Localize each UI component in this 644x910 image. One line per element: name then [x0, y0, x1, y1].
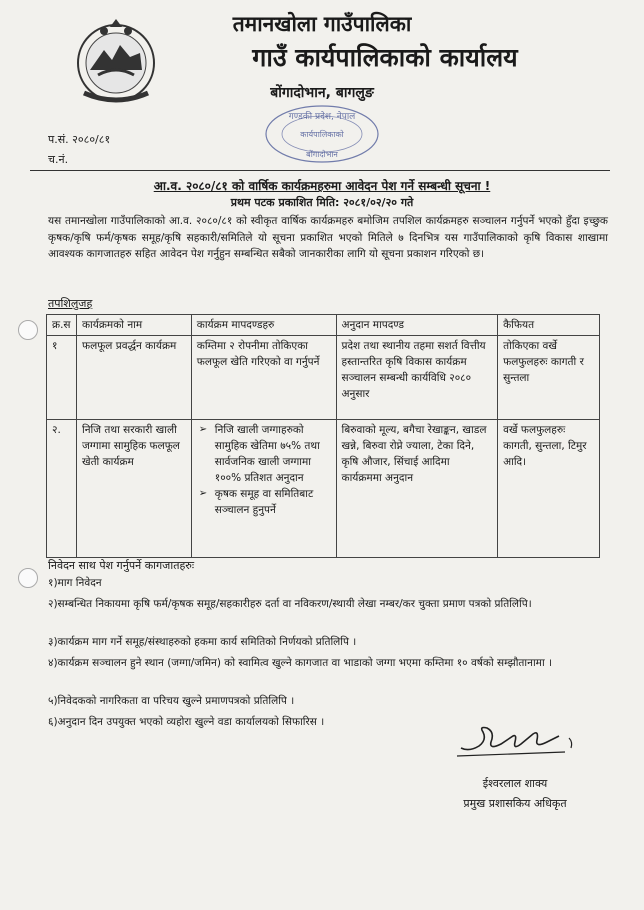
- publish-date: प्रथम पटक प्रकाशित मिति: २०८१/०२/२० गते: [230, 196, 414, 209]
- program-name-cell: फलफूल प्रवर्द्धन कार्यक्रम: [76, 336, 191, 420]
- documents-title: निवेदन साथ पेश गर्नुपर्ने कागजातहरुः: [48, 559, 195, 572]
- remarks-cell: वर्खे फलफुलहरुः कागती, सुन्तला, टिमुर आदि।: [498, 420, 600, 558]
- criteria-bullet: ➢ निजि खाली जग्गाहरुको सामुहिक खेतिमा ७५% तथा सार्वजनिक खाली जग्गामा १००% प्रतिशत अनुदान: [215, 422, 331, 486]
- svg-text:गण्डकी प्रदेश, नेपाल: गण्डकी प्रदेश, नेपाल: [288, 112, 356, 122]
- column-header: क्र.स: [47, 315, 77, 336]
- column-header: कैफियत: [498, 315, 600, 336]
- grant-cell: प्रदेश तथा स्थानीय तहमा सशर्त वित्तीय हस्तान्तरित कृषि विकास कार्यक्रम सञ्चालन सम्बन्धी कार्यविधि २०८० अनुसार: [336, 336, 498, 420]
- program-table: [46, 314, 600, 558]
- office-address: बोंगादोभान, बागलुङ: [270, 85, 374, 101]
- document-item: ५)निवेदकको नागरिकता वा परिचय खुल्ने प्रमाणपत्रको प्रतिलिपि ।: [48, 695, 295, 707]
- column-header: अनुदान मापदण्ड: [336, 315, 498, 336]
- dispatch-number: च.नं.: [48, 153, 69, 166]
- column-header: कार्यक्रमको नाम: [76, 315, 191, 336]
- reference-number: प.सं. २०८०/८१: [48, 133, 111, 146]
- document-item: २)सम्बन्धित निकायमा कृषि फर्म/कृषक समूह/सहकारीहरु दर्ता वा नविकरण/स्थायी लेखा नम्बर/कर चुक्ता प्रमाण पत्रको प्रतिलिपि।: [48, 598, 532, 610]
- document-item: ३)कार्यक्रम माग गर्ने समूह/संस्थाहरुको हकमा कार्य समितिको निर्णयको प्रतिलिपि ।: [48, 636, 357, 648]
- remarks-cell: तोकिएका वर्खे फलफुलहरुः कागती र सुन्तला: [498, 336, 600, 420]
- table-header-row: [47, 315, 600, 336]
- grant-cell: बिरुवाको मूल्य, बगैचा रेखाङ्कन, खाडल खन्ने, बिरुवा रोप्ने ज्याला, टेका दिने, कृषि औजार, सिंचाई आदिमा कार्यक्रममा अनुदान: [336, 420, 498, 558]
- table-row: [47, 336, 600, 420]
- svg-text:बोंगादोभान: बोंगादोभान: [306, 150, 338, 159]
- svg-text:कार्यपालिकाको: कार्यपालिकाको: [300, 130, 344, 139]
- punch-hole: [18, 320, 38, 340]
- column-header: कार्यक्रम मापदण्डहरु: [191, 315, 336, 336]
- notice-body: यस तमानखोला गाउँपालिकाको आ.व. २०८०/८१ को स्वीकृत वार्षिक कार्यक्रमहरु बमोजिम तपशिल कार्यक्रमहरु सञ्चालन गर्नुपर्ने भएको हुँदा इच्छुक कृषक/कृषि फर्म/कृषक समूह/कृषि सहकारी/समितिले यो सूचना प्रकाशित भएको मितिले ७ दिनभित्र यस गाउँपालिकाको कृषि विकास शाखामा आवश्यक कागजातहरु सहित आवेदन पेश गर्नुहुन सम्बन्धित सबैको जानकारीका लागि यो सूचना प्रकाशन गरिएको छ।: [48, 215, 608, 260]
- header-divider: [30, 170, 610, 171]
- signatory-title: प्रमुख प्रशासकिय अधिकृत: [463, 797, 567, 810]
- office-name: गाउँ कार्यपालिकाको कार्यालय: [252, 43, 518, 72]
- annex-label: तपशिलुजह: [48, 297, 93, 310]
- punch-hole: [18, 568, 38, 588]
- document-item: ६)अनुदान दिन उपयुक्त भएको व्यहोरा खुल्ने वडा कार्यालयको सिफारिस ।: [48, 716, 325, 728]
- signatory-name: ईश्वरलाल शाक्य: [482, 777, 548, 790]
- municipality-name: तमानखोला गाउँपालिका: [232, 12, 412, 36]
- serial-cell: २.: [47, 420, 77, 558]
- serial-cell: १: [47, 336, 77, 420]
- office-stamp: [262, 103, 382, 165]
- notice-subject: आ.व. २०८०/८१ को वार्षिक कार्यक्रमहरुमा आवेदन पेश गर्ने सम्बन्धी सूचना !: [153, 179, 491, 193]
- criteria-cell: कम्तिमा २ रोपनीमा तोकिएका फलफूल खेति गरिएको वा गर्नुपर्ने: [191, 336, 336, 420]
- table-row: [47, 420, 600, 558]
- criteria-cell: [191, 420, 336, 558]
- signature: [455, 718, 580, 762]
- document-item: ४)कार्यक्रम सञ्चालन हुने स्थान (जग्गा/जमिन) को स्वामित्व खुल्ने कागजात वा भाडाको जग्गा भएमा कम्तिमा १० वर्षको सम्झौतानामा ।: [48, 657, 552, 669]
- document-item: १)माग निवेदन: [48, 577, 102, 589]
- criteria-bullet: ➢ कृषक समूह वा समितिबाट सञ्चालन हुनुपर्ने: [215, 486, 331, 518]
- program-name-cell: निजि तथा सरकारी खाली जग्गामा सामुहिक फलफूल खेती कार्यक्रम: [76, 420, 191, 558]
